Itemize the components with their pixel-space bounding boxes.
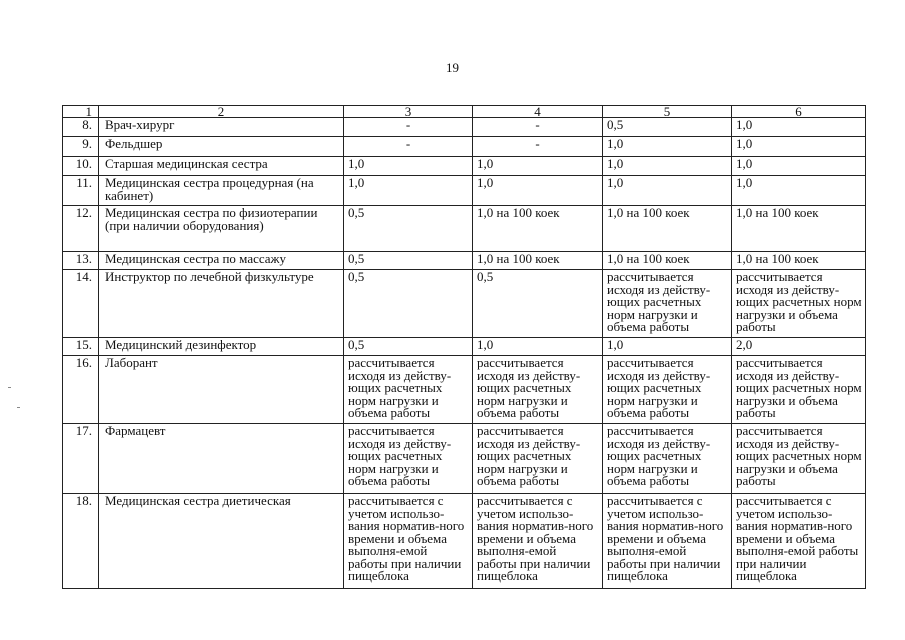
column-header: 2 [99, 106, 344, 118]
value-cell: - [473, 137, 603, 157]
table-row [63, 157, 866, 176]
table-row [63, 424, 866, 494]
value-cell: рассчитывается исходя из действу-ющих расчетных норм нагрузки и объема работы [344, 356, 473, 424]
position-name: Фармацевт [99, 424, 344, 494]
column-header: 3 [344, 106, 473, 118]
value-cell: 1,0 на 100 коек [732, 206, 866, 252]
position-name: Инструктор по лечебной физкультуре [99, 270, 344, 338]
value-cell: - [344, 137, 473, 157]
value-cell: 1,0 на 100 коек [732, 252, 866, 270]
table-row [63, 206, 866, 252]
value-cell: 1,0 [344, 157, 473, 176]
position-name: Лаборант [99, 356, 344, 424]
value-cell: 0,5 [344, 206, 473, 252]
row-number: 9. [63, 137, 99, 157]
value-cell: рассчитывается исходя из действу-ющих расчетных норм нагрузки и объема работы [732, 356, 866, 424]
value-cell: рассчитывается с учетом использо-вания норматив-ного времени и объема выполня-емой работы при наличии пищеблока [344, 494, 473, 589]
value-cell: рассчитывается исходя из действу-ющих расчетных норм нагрузки и объема работы [473, 356, 603, 424]
value-cell: рассчитывается с учетом использо-вания норматив-ного времени и объема выполня-емой работы при наличии пищеблока [732, 494, 866, 589]
value-cell: 1,0 [603, 176, 732, 206]
value-cell: рассчитывается исходя из действу-ющих расчетных норм нагрузки и объема работы [603, 356, 732, 424]
table-row [63, 494, 866, 589]
value-cell: - [473, 118, 603, 137]
table-row [63, 356, 866, 424]
value-cell: рассчитывается исходя из действу-ющих расчетных норм нагрузки и объема работы [473, 424, 603, 494]
row-number: 17. [63, 424, 99, 494]
scan-mark [17, 407, 20, 408]
value-cell: рассчитывается с учетом использо-вания норматив-ного времени и объема выполня-емой работы при наличии пищеблока [473, 494, 603, 589]
position-name: Медицинская сестра по массажу [99, 252, 344, 270]
table-row [63, 137, 866, 157]
value-cell: рассчитывается исходя из действу-ющих расчетных норм нагрузки и объема работы [603, 270, 732, 338]
position-name: Врач-хирург [99, 118, 344, 137]
column-header: 1 [63, 106, 99, 118]
column-header: 6 [732, 106, 866, 118]
position-name: Медицинская сестра по физиотерапии (при наличии оборудования) [99, 206, 344, 252]
position-name: Фельдшер [99, 137, 344, 157]
value-cell: 1,0 [603, 137, 732, 157]
position-name: Старшая медицинская сестра [99, 157, 344, 176]
value-cell: - [344, 118, 473, 137]
row-number: 16. [63, 356, 99, 424]
value-cell: 1,0 [732, 118, 866, 137]
value-cell: 1,0 на 100 коек [603, 252, 732, 270]
value-cell: рассчитывается исходя из действу-ющих расчетных норм нагрузки и объема работы [344, 424, 473, 494]
scan-mark [8, 387, 11, 388]
value-cell: рассчитывается с учетом использо-вания норматив-ного времени и объема выполня-емой работы при наличии пищеблока [603, 494, 732, 589]
row-number: 11. [63, 176, 99, 206]
row-number: 14. [63, 270, 99, 338]
value-cell: 1,0 [473, 157, 603, 176]
value-cell: рассчитывается исходя из действу-ющих расчетных норм нагрузки и объема работы [732, 424, 866, 494]
value-cell: 0,5 [344, 270, 473, 338]
table-row [63, 270, 866, 338]
value-cell: 0,5 [603, 118, 732, 137]
value-cell: 1,0 [473, 338, 603, 356]
value-cell: 1,0 на 100 коек [473, 252, 603, 270]
value-cell: 1,0 [732, 137, 866, 157]
value-cell: рассчитывается исходя из действу-ющих расчетных норм нагрузки и объема работы [732, 270, 866, 338]
value-cell: 1,0 на 100 коек [603, 206, 732, 252]
table-row [63, 118, 866, 137]
row-number: 10. [63, 157, 99, 176]
value-cell: 1,0 [603, 157, 732, 176]
value-cell: 0,5 [344, 338, 473, 356]
page-number: 19 [446, 60, 459, 75]
row-number: 15. [63, 338, 99, 356]
value-cell: рассчитывается исходя из действу-ющих расчетных норм нагрузки и объема работы [603, 424, 732, 494]
column-header: 4 [473, 106, 603, 118]
column-header: 5 [603, 106, 732, 118]
value-cell: 1,0 [473, 176, 603, 206]
staffing-table [62, 105, 866, 589]
table-row [63, 252, 866, 270]
row-number: 8. [63, 118, 99, 137]
table-row [63, 338, 866, 356]
position-name: Медицинская сестра диетическая [99, 494, 344, 589]
row-number: 18. [63, 494, 99, 589]
row-number: 13. [63, 252, 99, 270]
position-name: Медицинская сестра процедурная (на кабинет) [99, 176, 344, 206]
value-cell: 1,0 на 100 коек [473, 206, 603, 252]
value-cell: 1,0 [732, 176, 866, 206]
value-cell: 1,0 [344, 176, 473, 206]
value-cell: 0,5 [344, 252, 473, 270]
value-cell: 2,0 [732, 338, 866, 356]
row-number: 12. [63, 206, 99, 252]
value-cell: 0,5 [473, 270, 603, 338]
header-row [63, 106, 866, 118]
position-name: Медицинский дезинфектор [99, 338, 344, 356]
value-cell: 1,0 [732, 157, 866, 176]
table-row [63, 176, 866, 206]
value-cell: 1,0 [603, 338, 732, 356]
